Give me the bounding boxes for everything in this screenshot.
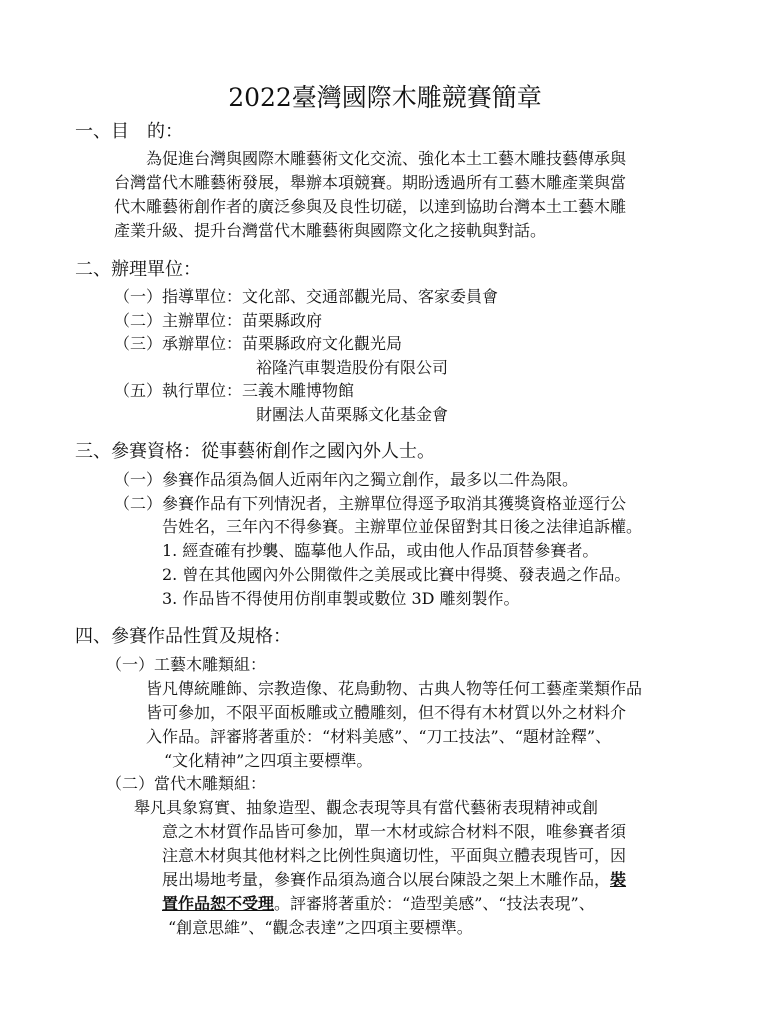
list-item-continuation: 財團法人苗栗縣文化基金會 (256, 405, 449, 424)
section-4-heading: 四、參賽作品性質及規格： (75, 626, 291, 647)
list-item-continuation: 告姓名，三年內不得參賽。主辦單位並保留對其日後之法律追訴權。 (162, 517, 643, 536)
paragraph-line: 皆可參加，不限平面板雕或立體雕刻，但不得有木材質以外之材料介 (146, 703, 627, 722)
list-item: （二）參賽作品有下列情況者，主辦單位得逕予取消其獲獎資格並逕行公 (114, 494, 627, 513)
section-3-heading: 三、參賽資格：從事藝術創作之國內外人士。 (75, 441, 435, 462)
paragraph-line: 意之木材質作品皆可參加，單一木材或綜合材料不限，唯參賽者須 (162, 822, 627, 841)
list-item-continuation: 裕隆汽車製造股份有限公司 (256, 358, 449, 377)
numbered-item: 3. 作品皆不得使用仿削車製或數位 3D 雕刻製作。 (162, 589, 520, 608)
line-text: 展出場地考量，參賽作品須為適合以展台陳設之架上木雕作品， (162, 870, 611, 889)
numbered-item: 2. 曾在其他國內外公開徵件之美展或比賽中得獎、發表過之作品。 (162, 565, 631, 584)
paragraph-line: 注意木材與其他材料之比例性與適切性，平面與立體表現皆可，因 (162, 846, 627, 865)
paragraph-line (162, 893, 595, 915)
section-1-heading: 一、目 的： (75, 121, 183, 142)
paragraph-line: 代木雕藝術創作者的廣泛參與及良性切磋，以達到協助台灣本土工藝木雕 (114, 197, 627, 216)
list-item: （五）執行單位：三義木雕博物館 (114, 381, 355, 400)
paragraph-line: 台灣當代木雕藝術發展，舉辦本項競賽。期盼透過所有工藝木雕產業與當 (114, 173, 627, 192)
paragraph-line: “文化精神”之四項主要標準。 (164, 751, 373, 770)
list-item: （三）承辦單位：苗栗縣政府文化觀光局 (114, 334, 403, 353)
numbered-item: 1. 經查確有抄襲、臨摹他人作品，或由他人作品頂替參賽者。 (162, 541, 599, 560)
subsection-heading: （二）當代木雕類組： (106, 774, 267, 793)
paragraph-line: “創意思維”、“觀念表達”之四項主要標準。 (168, 918, 473, 937)
section-2-heading: 二、辦理單位： (75, 259, 201, 280)
line-text: 。評審將著重於：“造型美感”、“技法表現”、 (274, 894, 595, 913)
page-title: 2022臺灣國際木雕競賽簡章 (228, 83, 542, 112)
paragraph-line: 入作品。評審將著重於：“材料美感”、“刀工技法”、“題材詮釋”、 (146, 727, 612, 746)
emphasis-text: 置作品恕不受理 (162, 894, 275, 913)
paragraph-line (162, 869, 626, 891)
subsection-heading: （一）工藝木雕類組： (106, 655, 267, 674)
paragraph-line: 皆凡傳統雕飾、宗教造像、花鳥動物、古典人物等任何工藝產業類作品 (146, 679, 643, 698)
list-item: （二）主辦單位：苗栗縣政府 (114, 311, 323, 330)
list-item: （一）指導單位：文化部、交通部觀光局、客家委員會 (114, 287, 499, 306)
list-item: （一）參賽作品須為個人近兩年內之獨立創作，最多以二件為限。 (114, 470, 579, 489)
paragraph-line: 為促進台灣與國際木雕藝術文化交流、強化本土工藝木雕技藝傳承與 (146, 149, 627, 168)
emphasis-text: 裝 (610, 870, 627, 889)
paragraph-line: 產業升級、提升台灣當代木雕藝術與國際文化之接軌與對話。 (114, 221, 547, 240)
paragraph-line: 舉凡具象寫實、抽象造型、觀念表現等具有當代藝術表現精神或創 (134, 798, 599, 817)
